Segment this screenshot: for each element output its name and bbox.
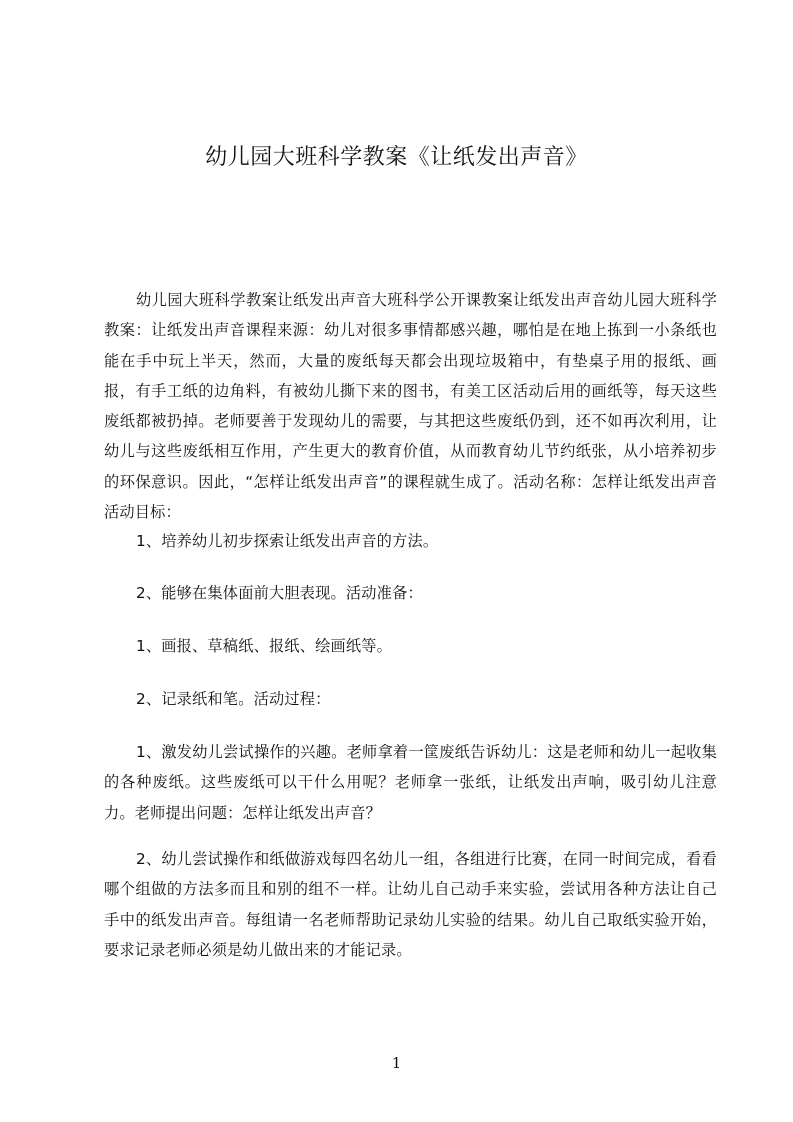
goal-item-2: 2、能够在集体面前大胆表现。活动准备： <box>136 584 423 602</box>
goal-item-1: 1、培养幼儿初步探索让纸发出声音的方法。 <box>136 532 439 550</box>
preparation-item-2: 2、记录纸和笔。活动过程： <box>136 690 331 708</box>
process-paragraph-1: 1、激发幼儿尝试操作的兴趣。老师拿着一筐废纸告诉幼儿：这是老师和幼儿一起收集的各种废纸。这些废纸可以干什么用呢？老师拿一张纸，让纸发出声响，吸引幼儿注意力。老师提出问题：怎样让纸发出声音？ <box>104 743 717 822</box>
process-paragraph-2: 2、幼儿尝试操作和纸做游戏每四名幼儿一组，各组进行比赛，在同一时间完成，看看哪个组做的方法多而且和别的组不一样。让幼儿自己动手来实验，尝试用各种方法让自己手中的纸发出声音。每组请一名老师帮助记录幼儿实验的结果。幼儿自己取纸实验开始，要求记录老师必须是幼儿做出来的才能记录。 <box>104 850 717 959</box>
intro-paragraph: 幼儿园大班科学教案让纸发出声音大班科学公开课教案让纸发出声音幼儿园大班科学教案：让纸发出声音课程来源：幼儿对很多事情都感兴趣，哪怕是在地上拣到一小条纸也能在手中玩上半天，然而，大量的废纸每天都会出现垃圾箱中，有垫桌子用的报纸、画报，有手工纸的边角料，有被幼儿撕下来的图书，有美工区活动后用的画纸等，每天这些废纸都被扔掉。老师要善于发现幼儿的需要，与其把这些废纸仍到，还不如再次利用，让幼儿与这些废纸相互作用，产生更大的教育价值，从而教育幼儿节约纸张，从小培养初步的环保意识。因此，“怎样让纸发出声音”的课程就生成了。活动名称：怎样让纸发出声音活动目标： <box>104 291 717 522</box>
preparation-item-1: 1、画报、草稿纸、报纸、绘画纸等。 <box>136 637 393 655</box>
document-title: 幼儿园大班科学教案《让纸发出声音》 <box>205 145 588 170</box>
page-number: 1 <box>391 1054 402 1072</box>
